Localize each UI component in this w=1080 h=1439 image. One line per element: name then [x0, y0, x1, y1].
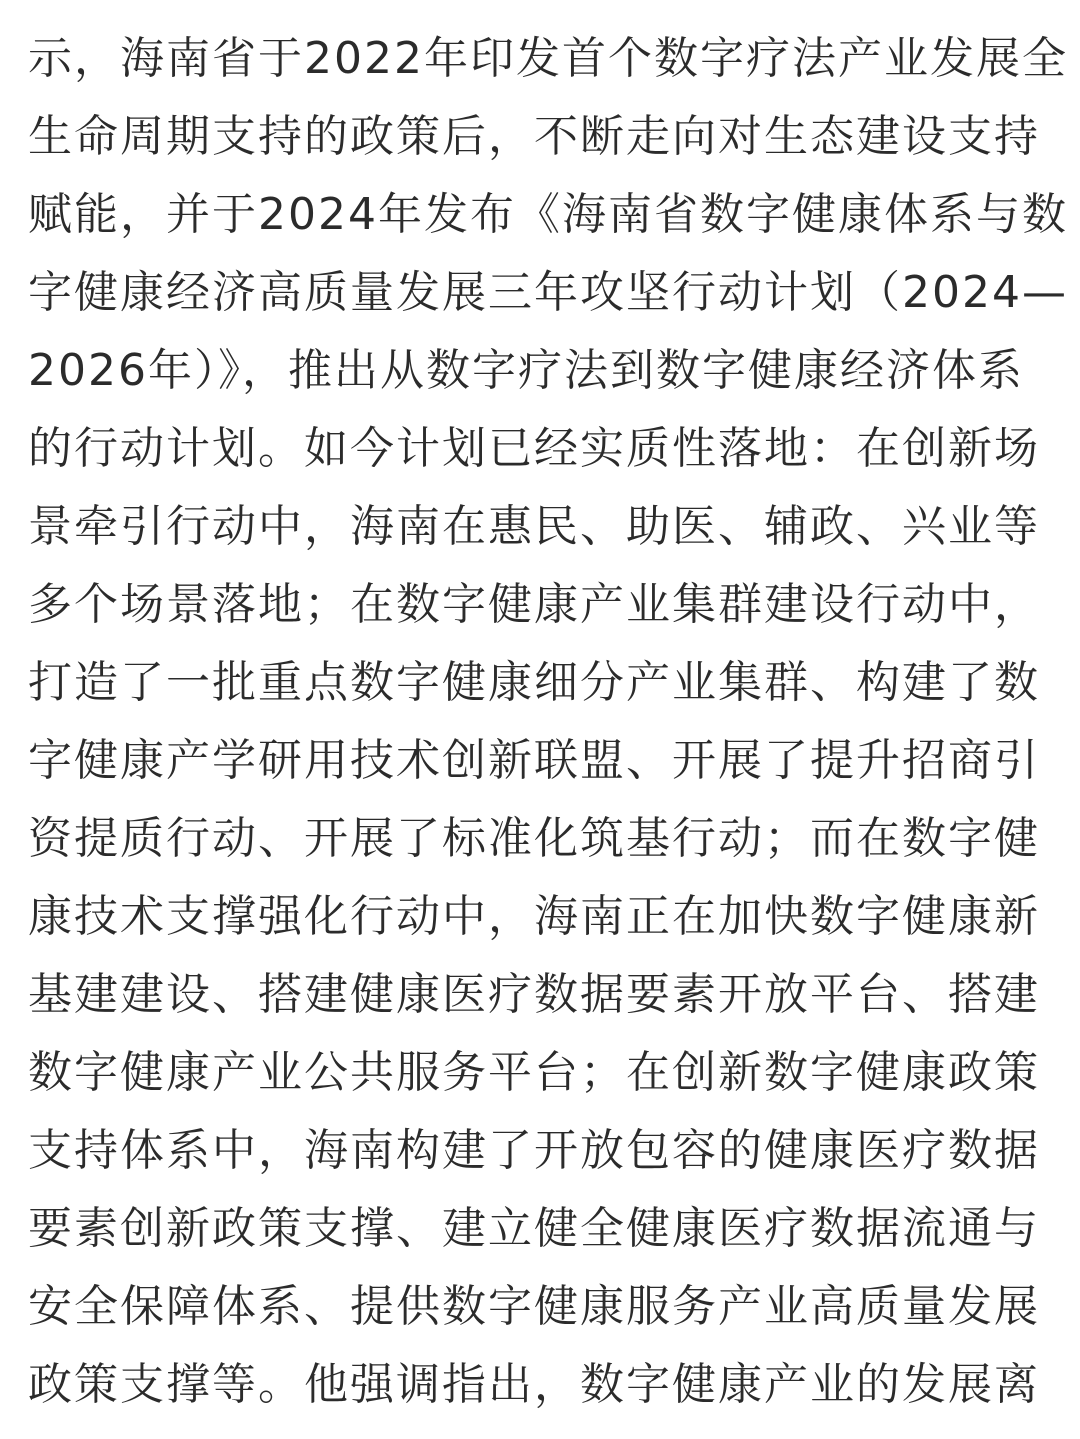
text-line: 景牵引行动中，海南在惠民、助医、辅政、兴业等 — [28, 501, 1040, 552]
text-line: 康技术支撑强化行动中，海南正在加快数字健康新 — [28, 891, 1040, 942]
text-line: 数字健康产业公共服务平台；在创新数字健康政策 — [28, 1047, 1040, 1098]
text-line: 示，海南省于2022年印发首个数字疗法产业发展全 — [28, 33, 1068, 84]
text-line: 字健康经济高质量发展三年攻坚行动计划（2024— — [28, 267, 1068, 318]
text-line: 字健康产学研用技术创新联盟、开展了提升招商引 — [28, 735, 1040, 786]
text-line: 的行动计划。如今计划已经实质性落地：在创新场 — [28, 423, 1040, 474]
text-line: 安全保障体系、提供数字健康服务产业高质量发展 — [28, 1281, 1040, 1332]
text-line: 支持体系中，海南构建了开放包容的健康医疗数据 — [28, 1125, 1040, 1176]
text-line: 打造了一批重点数字健康细分产业集群、构建了数 — [28, 657, 1040, 708]
text-line: 资提质行动、开展了标准化筑基行动；而在数字健 — [28, 813, 1040, 864]
text-line: 生命周期支持的政策后，不断走向对生态建设支持 — [28, 111, 1040, 162]
text-line: 基建建设、搭建健康医疗数据要素开放平台、搭建 — [28, 969, 1040, 1020]
text-line: 政策支撑等。他强调指出，数字健康产业的发展离 — [28, 1359, 1040, 1410]
text-line: 2026年）》，推出从数字疗法到数字健康经济体系 — [28, 345, 1024, 396]
article-body — [28, 20, 1068, 1424]
text-line: 要素创新政策支撑、建立健全健康医疗数据流通与 — [28, 1203, 1040, 1254]
text-line: 赋能，并于2024年发布《海南省数字健康体系与数 — [28, 189, 1068, 240]
text-line: 多个场景落地；在数字健康产业集群建设行动中， — [28, 579, 1040, 630]
